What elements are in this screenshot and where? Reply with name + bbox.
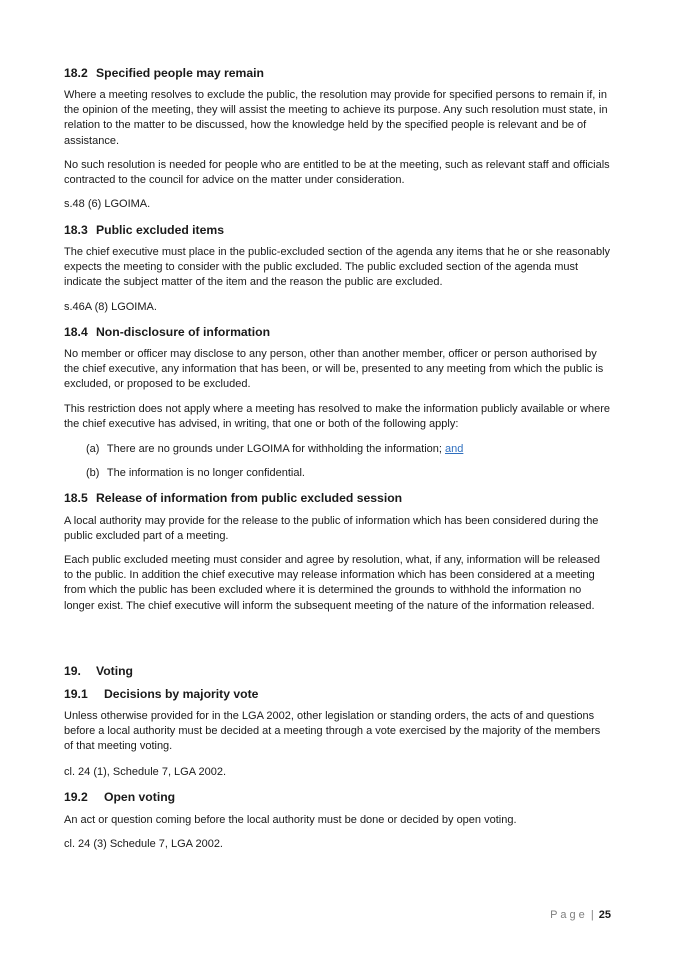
heading-19 — [64, 664, 133, 679]
reference: cl. 24 (1), Schedule 7, LGA 2002. — [64, 766, 227, 778]
paragraph: Where a meeting resolves to exclude the public, the resolution may provide for specified persons to remain if, in the opinion of the meeting, they will assist the meeting to achieve its purpose. Any such resolution must state, in relation to the matter to be discussed, how the knowledge held by the specified people is relevant and be of assistance. — [64, 89, 608, 147]
paragraph: No such resolution is needed for people who are entitled to be at the meeting, such as relevant staff and officials contracted to the council for advice on the matter under consideration. — [64, 159, 610, 187]
reference: s.48 (6) LGOIMA. — [64, 198, 151, 210]
heading-number: 18.4 — [64, 325, 88, 339]
paragraph: The chief executive must place in the public-excluded section of the agenda any items that he or she reasonably expects the meeting to consider with the public excluded. The public excluded section of the agenda must indicate the subject matter of the item and the reason the public are excluded. — [64, 246, 611, 289]
page-label: Page — [550, 909, 588, 921]
paragraph: A local authority may provide for the release to the public of information which has been considered during the public excluded part of a meeting. — [64, 515, 599, 543]
paragraph: Each public excluded meeting must consider and agree by resolution, what, if any, information will be released to the public. In addition the chief executive may release information which has been considered at a meeting from which the public has been excluded where it is determined the grounds to withhold the information no longer exist. The chief executive will inform the subsequent meeting of the nature of the information released. — [64, 554, 601, 612]
heading-number: 19. — [64, 664, 81, 678]
paragraph: Unless otherwise provided for in the LGA 2002, other legislation or standing orders, the acts of and questions before a local authority must be decided at a meeting through a vote exercised by the majority of the members of that meeting voting. — [64, 710, 601, 753]
heading-title: Voting — [96, 664, 134, 678]
paragraph: No member or officer may disclose to any person, other than another member, officer or person authorised by the chief executive, any information that has been, or will be, presented to any meeting from which the public is excluded, or proposed to be excluded. — [64, 348, 604, 391]
heading-title: Public excluded items — [96, 223, 225, 237]
list-item — [86, 466, 305, 481]
heading-18-5 — [64, 491, 402, 506]
heading-title: Release of information from public excluded session — [96, 491, 403, 505]
heading-19-1 — [64, 687, 258, 702]
page-number: 25 — [598, 909, 611, 921]
list-marker: (a) — [86, 443, 100, 455]
and-link[interactable]: and — [445, 443, 464, 455]
heading-title: Non-disclosure of information — [96, 325, 271, 339]
list-item-text: The information is no longer confidential. — [106, 467, 305, 479]
list-item — [86, 442, 463, 457]
heading-number: 18.5 — [64, 491, 88, 505]
page-footer — [550, 908, 611, 923]
document-page — [64, 0, 612, 955]
heading-title: Specified people may remain — [96, 66, 264, 80]
heading-title: Open voting — [104, 790, 176, 804]
heading-title: Decisions by majority vote — [104, 687, 259, 701]
reference: cl. 24 (3) Schedule 7, LGA 2002. — [64, 838, 223, 850]
heading-number: 19.1 — [64, 687, 88, 701]
paragraph: An act or question coming before the local authority must be done or decided by open voting. — [64, 814, 517, 826]
reference: s.46A (8) LGOIMA. — [64, 301, 157, 313]
footer-separator: | — [590, 909, 594, 921]
heading-18-2 — [64, 66, 264, 81]
heading-number: 18.2 — [64, 66, 88, 80]
list-marker: (b) — [86, 467, 100, 479]
heading-18-3 — [64, 223, 224, 238]
list-item-text: There are no grounds under LGOIMA for withholding the information; — [106, 443, 445, 455]
heading-number: 18.3 — [64, 223, 88, 237]
heading-number: 19.2 — [64, 790, 88, 804]
heading-18-4 — [64, 325, 270, 340]
heading-19-2 — [64, 790, 175, 805]
paragraph: This restriction does not apply where a meeting has resolved to make the information publicly available or where the chief executive has advised, in writing, that one or both of the following apply: — [64, 403, 611, 431]
